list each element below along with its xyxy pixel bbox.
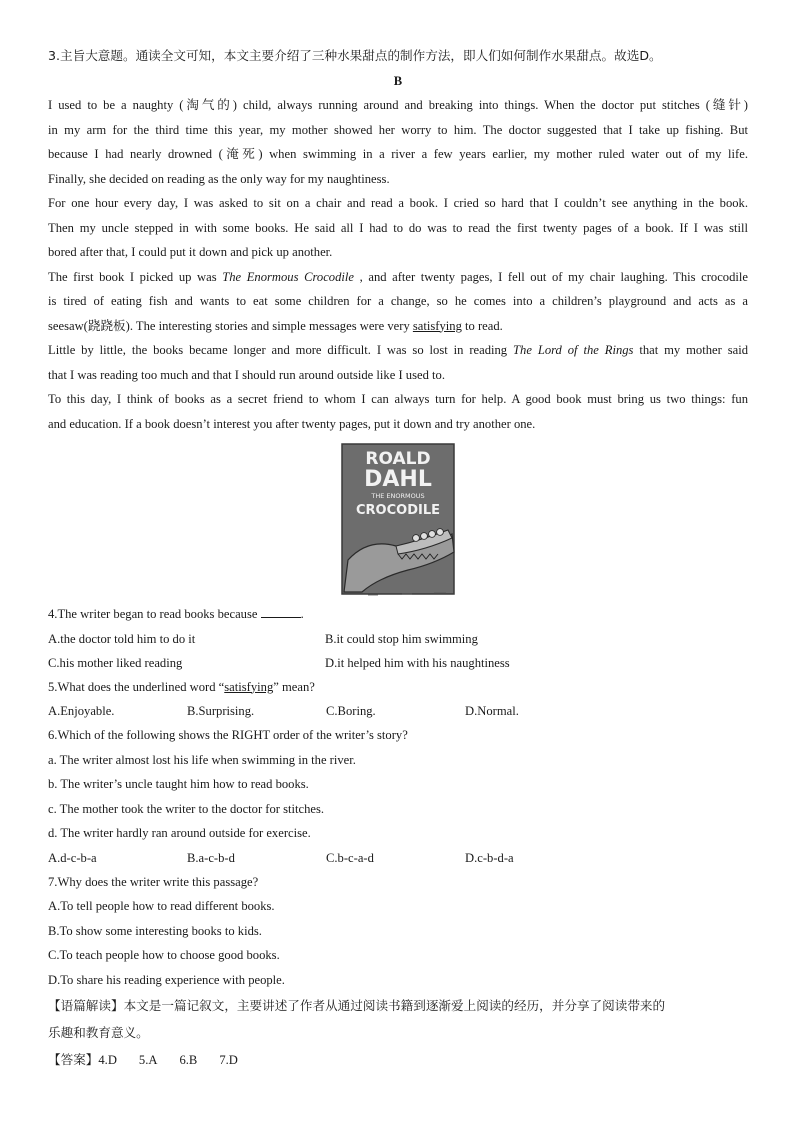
options-row xyxy=(48,699,748,723)
book-title-large: CROCODILE xyxy=(356,503,440,518)
passage-line: The first book I picked up was The Enormous Crocodile , and after twenty pages, I fell out of my chair laughing. This crocodile xyxy=(48,269,748,284)
question-stem: 7.Why does the writer write this passage? xyxy=(48,874,259,889)
book-title-enormous-crocodile: The Enormous Crocodile xyxy=(222,269,354,284)
option-b: B.it could stop him swimming xyxy=(325,631,478,646)
underlined-word-satisfying: satisfying xyxy=(412,318,462,333)
answer-item: 7.D xyxy=(219,1053,238,1067)
document-page xyxy=(48,44,748,1074)
answer-item: 6.B xyxy=(179,1053,198,1067)
passage-line: because I had nearly drowned (淹死) when swimming in a river a few years earlier, my mother ruled water out of my life. xyxy=(48,147,748,161)
answer-item: 4.D xyxy=(98,1053,117,1067)
options-row xyxy=(48,651,748,675)
option-c: C.his mother liked reading xyxy=(48,655,183,670)
passage-line: bored after that, I could put it down and pick up another. xyxy=(48,245,333,259)
book-title-lord-of-the-rings: The Lord of the Rings xyxy=(513,343,634,357)
answer-key: 【答案】4.D 5.A 6.B 7.D xyxy=(48,1052,238,1067)
question-6 xyxy=(48,723,748,870)
event-item: b. The writer’s uncle taught him how to read books. xyxy=(48,777,309,791)
question-stem: 4.The writer began to read books because . xyxy=(48,607,304,621)
book-author-first: ROALD xyxy=(365,449,431,469)
answer-blank xyxy=(261,605,301,618)
options-row xyxy=(48,627,748,651)
option-a: A.d-c-b-a xyxy=(48,850,97,865)
passage-line: seesaw(跷跷板). The interesting stories and simple messages were very satisfying to read. xyxy=(48,318,503,333)
passage-line: is tired of eating fish and wants to eat some children for a change, so he comes into a children’s playground and acts as a xyxy=(48,294,748,308)
option-c: C.b-c-a-d xyxy=(326,850,374,865)
passage-line: that I was reading too much and that I should run around outside like I used to. xyxy=(48,367,445,382)
question-stem: 5.What does the underlined word “satisfying” mean? xyxy=(48,679,315,694)
passage-line: in my arm for the third time this year, my mother showed her worry to him. The doctor suggested that I take up fishing. But xyxy=(48,122,748,137)
passage-line: To this day, I think of books as a secret friend to whom I can always turn for help. A good book must bring us two things: fun xyxy=(48,392,748,406)
question-stem: 6.Which of the following shows the RIGHT order of the writer’s story? xyxy=(48,728,408,742)
book-author-last: DAHL xyxy=(364,467,432,492)
option-d: D.Normal. xyxy=(465,704,519,718)
event-item: d. The writer hardly ran around outside for exercise. xyxy=(48,826,311,840)
option-a: A.the doctor told him to do it xyxy=(48,631,196,646)
option-c: C.Boring. xyxy=(326,704,376,718)
option-d: D.To share his reading experience with people. xyxy=(48,972,285,987)
passage-line: For one hour every day, I was asked to sit on a chair and read a book. I cried so hard that I couldn’t see anything in the book. xyxy=(48,196,748,210)
option-a: A.Enjoyable. xyxy=(48,704,115,718)
passage-line: Finally, she decided on reading as the only way for my naughtiness. xyxy=(48,171,390,186)
reading-passage xyxy=(48,93,748,436)
book-cover-illustration xyxy=(338,442,458,598)
option-a: A.To tell people how to read different books. xyxy=(48,899,275,913)
option-d: D.it helped him with his naughtiness xyxy=(325,655,510,670)
passage-line: I used to be a naughty (淘气的) child, always running around and breaking into things. When the doctor put stitches (缝针) xyxy=(48,98,748,112)
option-b: B.a-c-b-d xyxy=(187,850,235,865)
question-7 xyxy=(48,870,748,993)
section-title: B xyxy=(393,73,403,88)
passage-line: Little by little, the books became longer and more difficult. I was so lost in reading The Lord of the Rings that my mother said xyxy=(48,343,749,357)
option-b: B.To show some interesting books to kids. xyxy=(48,923,262,938)
passage-line: and education. If a book doesn’t interest you after twenty pages, put it down and try another one. xyxy=(48,416,536,431)
book-title-small: THE ENORMOUS xyxy=(371,492,425,500)
options-row xyxy=(48,846,748,870)
passage-line: Then my uncle stepped in with some books. He said all I had to do was to read the first twenty pages of a book. If I was still xyxy=(48,220,748,235)
question-5 xyxy=(48,675,748,724)
q3-answer-explanation: 3.主旨大意题。通读全文可知，本文主要介绍了三种水果甜点的制作方法，即人们如何制作水果甜点。故选D。 xyxy=(48,48,662,63)
option-d: D.c-b-d-a xyxy=(465,850,514,865)
option-c: C.To teach people how to choose good books. xyxy=(48,948,280,962)
passage-analysis-cont: 乐趣和教育意义。 xyxy=(48,1025,149,1040)
option-b: B.Surprising. xyxy=(187,704,255,718)
answer-item: 5.A xyxy=(138,1053,158,1067)
event-item: c. The mother took the writer to the doctor for stitches. xyxy=(48,801,325,816)
question-4 xyxy=(48,602,748,675)
event-item: a. The writer almost lost his life when swimming in the river. xyxy=(48,752,356,767)
passage-analysis: 【语篇解读】本文是一篇记叙文，主要讲述了作者从通过阅读书籍到逐渐爱上阅读的经历，并分享了阅读带来的 xyxy=(48,998,666,1013)
